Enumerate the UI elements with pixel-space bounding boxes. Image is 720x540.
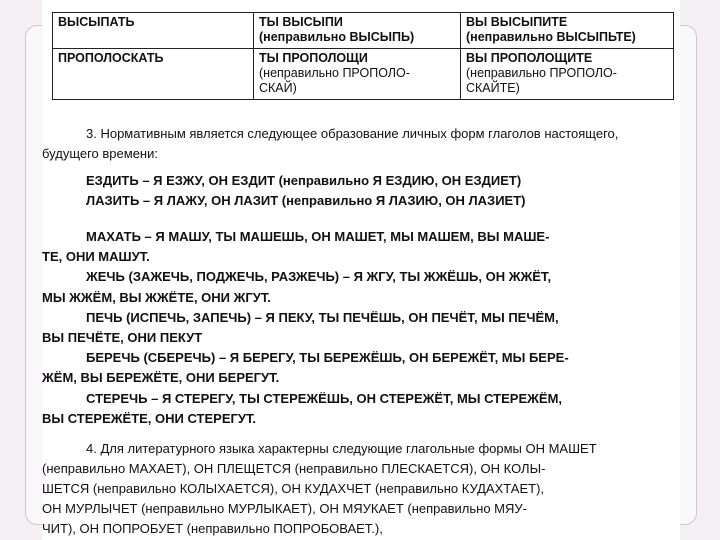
incorrect-note: СКАЙТЕ) <box>466 81 520 95</box>
list-item: МАХАТЬ – Я МАШУ, ТЫ МАШЕШЬ, ОН МАШЕТ, МЫ МАШЕМ, ВЫ МАШЕ- <box>86 229 550 244</box>
table-cell <box>254 13 461 49</box>
section-4 <box>42 439 680 539</box>
section-3-intro <box>42 124 680 164</box>
table-row <box>53 49 674 100</box>
verb-forms-list <box>42 227 680 429</box>
correct-form: ВЫ ПРОПОЛОЩИТЕ <box>466 51 593 65</box>
incorrect-note: (неправильно ВЫСЫПЬТЕ) <box>466 30 636 44</box>
correct-form: ТЫ ВЫСЫПИ <box>259 15 343 29</box>
example-line: ЛАЗИТЬ – Я ЛАЖУ, ОН ЛАЗИТ (неправильно Я ЛАЗИЮ, ОН ЛАЗИЕТ) <box>86 193 526 208</box>
incorrect-note: (неправильно ВЫСЫПЬ) <box>259 30 415 44</box>
list-item: ВЫ СТЕРЕЖЁТЕ, ОНИ СТЕРЕГУТ. <box>42 410 257 426</box>
paragraph-line: ОН МУРЛЫЧЕТ (неправильно МУРЛЫКАЕТ), ОН МЯУКАЕТ (неправильно МЯУ- <box>42 501 527 516</box>
table-row <box>53 13 674 49</box>
section-3-examples <box>42 171 680 211</box>
list-item: ТЕ, ОНИ МАШУТ. <box>42 249 150 265</box>
paragraph-line: будущего времени: <box>42 146 158 161</box>
incorrect-note: (неправильно ПРОПОЛО- <box>259 66 410 80</box>
paragraph-line: ЧИТ), ОН ПОПРОБУЕТ (неправильно ПОПРОБОВАЕТ.), <box>42 521 383 536</box>
correct-form: ВЫ ВЫСЫПИТЕ <box>466 15 568 29</box>
correct-form: ТЫ ПРОПОЛОЩИ <box>259 51 368 65</box>
list-item: ВЫ ПЕЧЁТЕ, ОНИ ПЕКУТ <box>42 330 203 346</box>
paragraph-line: ШЕТСЯ (неправильно КОЛЫХАЕТСЯ), ОН КУДАХЧЕТ (неправильно КУДАХТАЕТ), <box>42 481 545 496</box>
scanned-page <box>42 0 680 540</box>
paragraph-line: 4. Для литературного языка характерны следующие глагольные формы ОН МАШЕТ <box>86 441 597 456</box>
list-item: СТЕРЕЧЬ – Я СТЕРЕГУ, ТЫ СТЕРЕЖЁШЬ, ОН СТЕРЕЖЁТ, МЫ СТЕРЕЖЁМ, <box>86 390 563 406</box>
imperative-forms-table <box>52 12 674 100</box>
example-line: ЕЗДИТЬ – Я ЕЗЖУ, ОН ЕЗДИТ (неправильно Я ЕЗДИЮ, ОН ЕЗДИЕТ) <box>86 173 522 188</box>
incorrect-note: СКАЙ) <box>259 81 297 95</box>
table-cell <box>461 49 674 100</box>
paragraph-line: (неправильно МАХАЕТ), ОН ПЛЕЩЕТСЯ (неправильно ПЛЕСКАЕТСЯ), ОН КОЛЫ- <box>42 461 546 476</box>
list-item: МЫ ЖЖЁМ, ВЫ ЖЖЁТЕ, ОНИ ЖГУТ. <box>42 289 271 305</box>
table-cell <box>254 49 461 100</box>
table-cell <box>461 13 674 49</box>
table-cell: ВЫСЫПАТЬ <box>53 13 254 49</box>
list-item: ПЕЧЬ (ИСПЕЧЬ, ЗАПЕЧЬ) – Я ПЕКУ, ТЫ ПЕЧЁШЬ, ОН ПЕЧЁТ, МЫ ПЕЧЁМ, <box>86 309 559 325</box>
table-cell: ПРОПОЛОСКАТЬ <box>53 49 254 100</box>
list-item: ЖЕЧЬ (ЗАЖЕЧЬ, ПОДЖЕЧЬ, РАЗЖЕЧЬ) – Я ЖГУ, ТЫ ЖЖЁШЬ, ОН ЖЖЁТ, <box>86 269 552 285</box>
list-item: БЕРЕЧЬ (СБЕРЕЧЬ) – Я БЕРЕГУ, ТЫ БЕРЕЖЁШЬ, ОН БЕРЕЖЁТ, МЫ БЕРЕ- <box>86 350 569 366</box>
list-item: ЖЁМ, ВЫ БЕРЕЖЁТЕ, ОНИ БЕРЕГУТ. <box>42 370 280 386</box>
paragraph-line: 3. Нормативным является следующее образование личных форм глаголов настоящего, <box>86 126 619 141</box>
incorrect-note: (неправильно ПРОПОЛО- <box>466 66 617 80</box>
